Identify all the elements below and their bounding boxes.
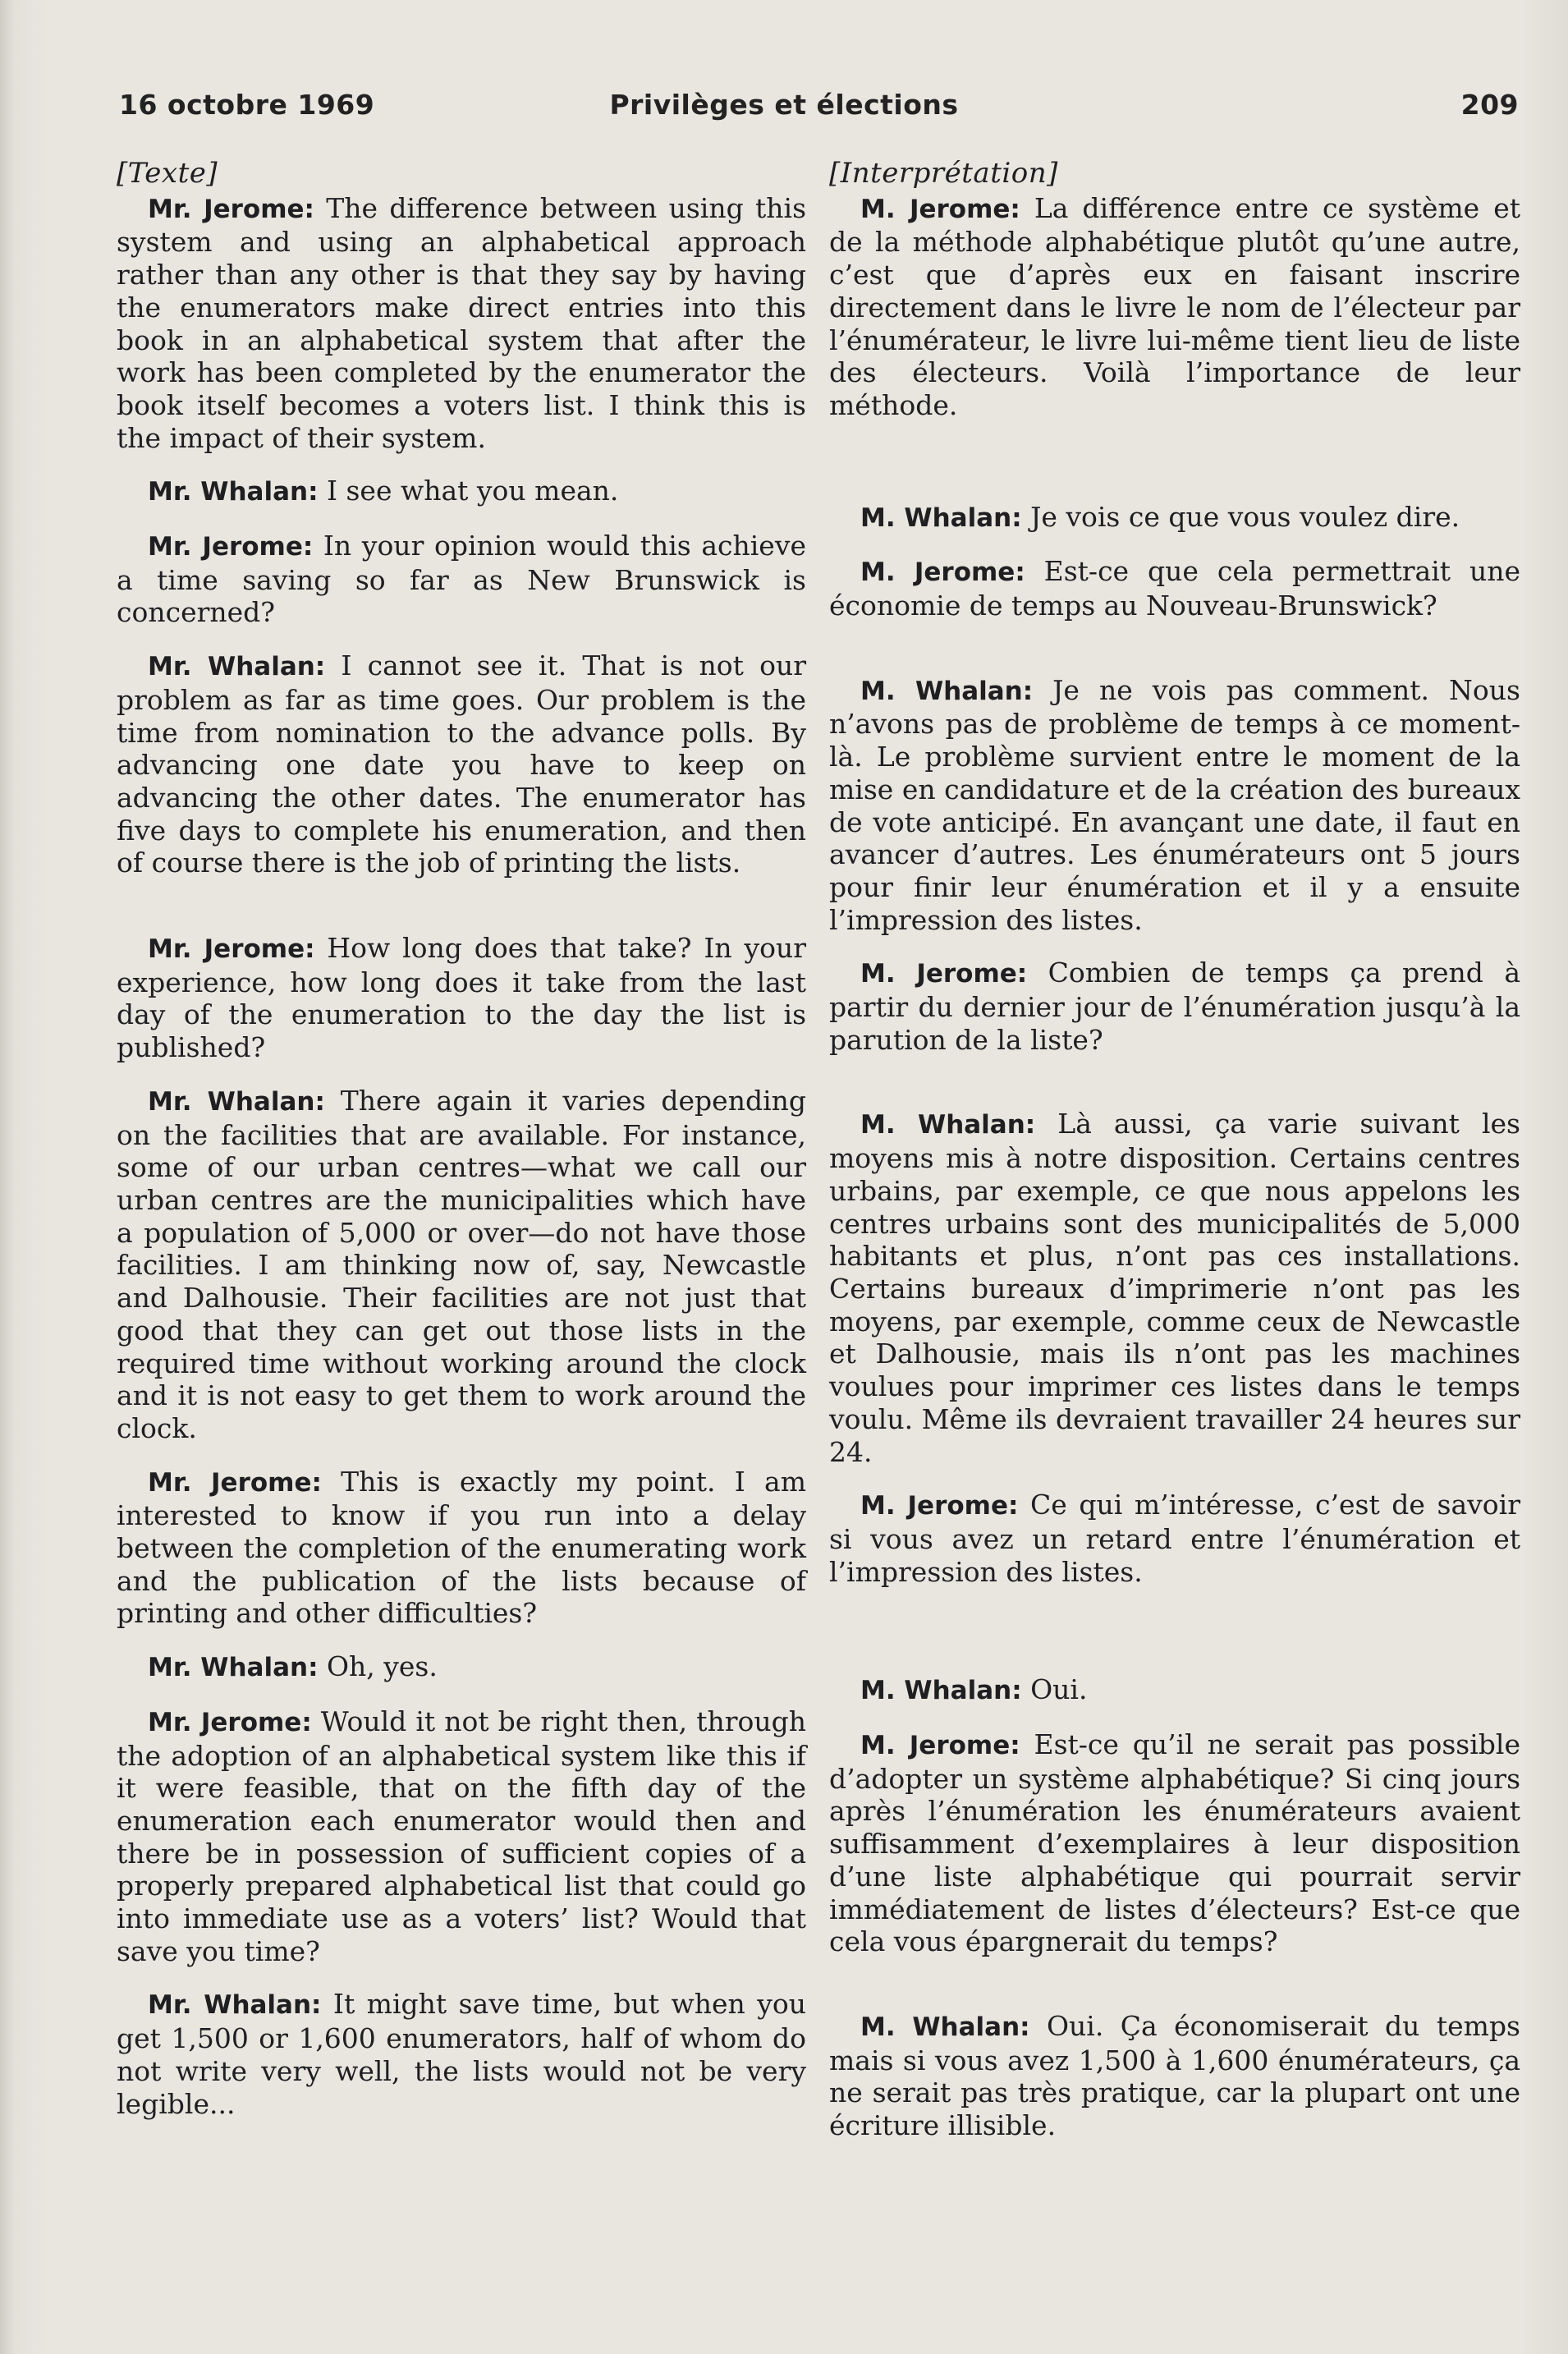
speaker: M. Jerome: [860,1491,1019,1521]
speaker: M. Jerome: [860,959,1028,989]
paragraph-text: La différence entre ce système et de la méthode alphabétique plutôt qu’une autre, c’est que d’après eux en faisant inscrire directement dans le livre le nom de l’électeur par l’énumérateur, le livre lui-même tient lieu de liste des électeurs. Voilà l’importance de leur méthode. [829,191,1520,421]
paragraph [829,192,1520,422]
paragraph-text: Je ne vois pas comment. Nous n’avons pas de problème de temps à ce moment-là. Le problème survient entre le moment de la mise en candidature et de la création des bureaux de vote anticipé. En avançant une date, il faut en avancer d’autres. Les énumérateurs ont 5 jours pour finir leur énumération et il y a ensuite l’impression des listes. [829,673,1520,936]
speaker: M. Whalan: [860,1110,1036,1140]
paragraph [117,1650,806,1685]
speaker: M. Jerome: [860,194,1020,224]
page-number: 209 [1460,89,1519,121]
header-date: 16 octobre 1969 [119,89,375,121]
speaker: Mr. Jerome: [148,194,314,224]
paragraph-text: The difference between using this system and using an alphabetical approach rather than any other is that they say by having the enumerators make direct entries into this book in an alphabetical system that after the work has been completed by the enumerator the book itself becomes a voters list. I think this is the impact of their system. [117,191,806,454]
paragraph-text: Oh, yes. [318,1650,438,1683]
paragraph-text: There again it varies depending on the facilities that are available. For instance, some of our urban centres—what we call our urban centres are the municipalities which have a population of 5,000 or over—do not have those facilities. I am thinking now of, say, Newcastle and Dalhousie. Their facilities are not just that good that they can get out those lists in the required time without working around the clock and it is not easy to get them to work around the clock. [117,1084,806,1444]
speaker: Mr. Whalan: [148,1990,322,2021]
paragraph-text: I see what you mean. [318,475,619,507]
column-label: [Interprétation] [829,157,1058,190]
paragraph-text: Oui. Ça économiserait du temps mais si vous avez 1,500 à 1,600 énumérateurs, ça ne serait pas très pratique, car la plupart ont une écriture illisible. [829,2009,1520,2142]
column-label: [Texte] [117,157,218,190]
paragraph [829,555,1520,622]
paragraph [117,475,806,509]
speaker: Mr. Jerome: [148,532,314,562]
english-column [117,158,806,2120]
speaker: Mr. Whalan: [148,1086,325,1117]
paragraph-text: It might save time, but when you get 1,500 or 1,600 enumerators, half of whom do not write very well, the lists would not be very legible... [117,1988,806,2120]
speaker: M. Jerome: [860,558,1025,588]
paragraph [829,501,1520,535]
speaker: Mr. Whalan: [148,477,319,507]
paragraph [117,530,806,629]
speaker: Mr. Jerome: [148,1707,312,1737]
paragraph [829,1489,1520,1588]
paragraph [829,1673,1520,1708]
paragraph [829,674,1520,937]
paragraph-text: Là aussi, ça varie suivant les moyens mis à notre disposition. Certains centres urbains, par exemple, ce que nous appelons les centres urbains sont des municipalités de 5,000 habitants et plus, n’ont pas ces installations. Certains bureaux d’imprimerie n’ont pas les moyens, par exemple, comme ceux de Newcastle et Dalhousie, mais ils n’ont pas les machines voulues pour imprimer ces listes dans le temps voulu. Même ils devraient travailler 24 heures sur 24. [829,1108,1520,1468]
paragraph-text: Est-ce que cela permettrait une économie de temps au Nouveau-Brunswick? [829,555,1520,622]
speaker: M. Whalan: [860,502,1022,533]
paragraph-text: How long does that take? In your experience, how long does it take from the last day of the enumeration to the day the list is published? [117,932,806,1064]
speaker: M. Whalan: [860,2012,1030,2042]
header-title: Privilèges et élections [609,89,959,121]
paragraph [829,957,1520,1056]
paragraph [829,2010,1520,2142]
speaker: Mr. Jerome: [148,1467,322,1498]
paragraph-text: Oui. [1021,1673,1088,1706]
paragraph-text: I cannot see it. That is not our problem as far as time goes. Our problem is the time from nomination to the advance polls. By advancing one date you have to keep on advancing the other dates. The enumerator has five days to complete his enumeration, and then of course there is the job of printing the lists. [117,649,806,879]
paragraph-text: This is exactly my point. I am interested to know if you run into a delay between the completion of the enumerating work and the publication of the lists because of printing and other difficulties? [117,1465,807,1630]
paragraph [829,1108,1520,1468]
speaker: Mr. Whalan: [148,652,326,682]
paragraph [117,1988,806,2120]
speaker: Mr. Jerome: [148,934,315,965]
speaker: M. Whalan: [860,676,1034,706]
paragraph-text: Would it not be right then, through the adoption of an alphabetical system like this if it were feasible, that on the fifth day of the enumeration each enumerator would then and there be in possession of sufficient copies of a properly prepared alphabetical list that could go into immediate use as a voters’ list? Would that save you time? [117,1705,807,1967]
paragraph [117,1705,806,1968]
paragraph-text: Combien de temps ça prend à partir du dernier jour de l’énumération jusqu’à la parution de la liste? [829,957,1520,1056]
speaker: Mr. Whalan: [148,1653,319,1683]
paragraph [829,1728,1520,1958]
paragraph-text: Ce qui m’intéresse, c’est de savoir si vous avez un retard entre l’énumération et l’impression des listes. [829,1489,1520,1588]
paragraph [117,192,806,455]
paragraph-text: In your opinion would this achieve a time saving so far as New Brunswick is concerned? [117,530,806,629]
paragraph [117,1085,806,1445]
french-column [829,158,1520,2142]
paragraph [117,649,806,879]
speaker: M. Jerome: [860,1731,1020,1761]
paragraph-text: Je vois ce que vous voulez dire. [1021,500,1460,533]
paragraph [117,1466,806,1631]
paragraph-text: Est-ce qu’il ne serait pas possible d’adopter un système alphabétique? Si cinq jours après l’énumération les énumérateurs avaient suffisamment d’exemplaires à leur disposition d’une liste alphabétique qui pourrait servir immédiatement de listes d’électeurs? Est-ce que cela vous épargnerait du temps? [829,1728,1520,1958]
paragraph [117,932,806,1064]
speaker: M. Whalan: [860,1676,1022,1706]
